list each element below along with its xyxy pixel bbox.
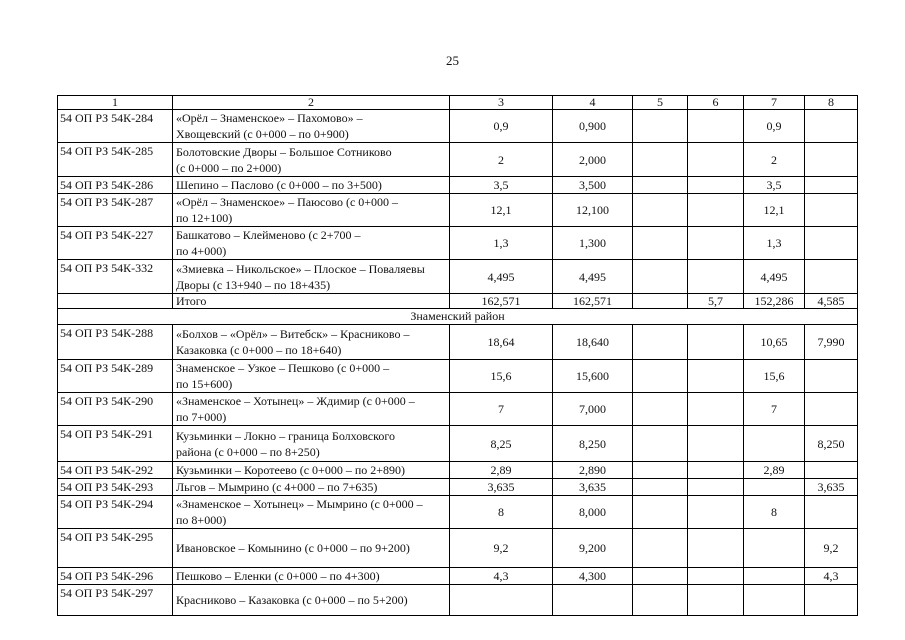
road-name-line: «Знаменское – Хотынец» – Мымрино (с 0+000 – bbox=[176, 497, 423, 511]
road-name-line: «Змиевка – Никольское» – Плоское – Поваляевы bbox=[176, 261, 425, 276]
value-cell bbox=[688, 426, 744, 462]
value-cell bbox=[744, 568, 805, 585]
value-cell bbox=[805, 585, 858, 616]
value-cell bbox=[688, 496, 744, 529]
table-row bbox=[58, 177, 858, 194]
value-cell bbox=[805, 227, 858, 260]
road-name-line: Знаменское – Узкое – Пешково (с 0+000 – bbox=[176, 361, 390, 375]
total-value bbox=[633, 294, 688, 309]
total-label: Итого bbox=[173, 294, 450, 309]
value-cell: 4,300 bbox=[553, 568, 633, 585]
column-number: 1 bbox=[58, 96, 173, 110]
value-cell: 3,635 bbox=[805, 479, 858, 496]
total-value: 162,571 bbox=[553, 294, 633, 309]
road-name bbox=[173, 360, 450, 393]
value-cell bbox=[805, 177, 858, 194]
value-cell: 8 bbox=[450, 496, 553, 529]
table-row bbox=[58, 260, 858, 294]
value-cell bbox=[744, 529, 805, 568]
road-name bbox=[173, 194, 450, 227]
value-cell bbox=[633, 260, 688, 294]
value-cell bbox=[688, 462, 744, 479]
value-cell bbox=[688, 568, 744, 585]
road-code: 54 ОП РЗ 54К-295 bbox=[58, 529, 173, 568]
value-cell: 7,000 bbox=[553, 393, 633, 426]
value-cell bbox=[805, 462, 858, 479]
road-name-line: по 4+000) bbox=[176, 244, 227, 258]
road-name-line: Болотовские Дворы – Большое Сотниково bbox=[176, 144, 392, 159]
total-code bbox=[58, 294, 173, 309]
value-cell: 2,890 bbox=[553, 462, 633, 479]
value-cell bbox=[805, 194, 858, 227]
road-name-line: района (с 0+000 – по 8+250) bbox=[176, 444, 320, 459]
road-code: 54 ОП РЗ 54К-291 bbox=[58, 426, 173, 462]
value-cell bbox=[805, 360, 858, 393]
road-name-line: по 7+000) bbox=[176, 410, 227, 424]
value-cell bbox=[688, 227, 744, 260]
value-cell bbox=[688, 529, 744, 568]
value-cell: 2 bbox=[450, 143, 553, 177]
road-name-line: Шепино – Паслово (с 0+000 – по 3+500) bbox=[176, 178, 382, 192]
value-cell: 4,495 bbox=[744, 260, 805, 294]
value-cell bbox=[633, 194, 688, 227]
road-code: 54 ОП РЗ 54К-288 bbox=[58, 325, 173, 360]
value-cell bbox=[633, 496, 688, 529]
table-row bbox=[58, 143, 858, 177]
road-name-line: «Орёл – Знаменское» – Паюсово (с 0+000 – bbox=[176, 195, 399, 209]
value-cell: 1,300 bbox=[553, 227, 633, 260]
value-cell bbox=[633, 462, 688, 479]
road-code: 54 ОП РЗ 54К-284 bbox=[58, 110, 173, 143]
column-number: 2 bbox=[173, 96, 450, 110]
value-cell: 9,200 bbox=[553, 529, 633, 568]
road-name-line: Хвощевский (с 0+000 – по 0+900) bbox=[176, 127, 349, 141]
value-cell bbox=[633, 479, 688, 496]
value-cell: 3,500 bbox=[553, 177, 633, 194]
value-cell: 7 bbox=[744, 393, 805, 426]
value-cell: 15,6 bbox=[744, 360, 805, 393]
value-cell: 9,2 bbox=[805, 529, 858, 568]
section-title: Знаменский район bbox=[58, 309, 858, 325]
value-cell: 2,89 bbox=[744, 462, 805, 479]
total-value: 4,585 bbox=[805, 294, 858, 309]
road-name bbox=[173, 585, 450, 616]
value-cell bbox=[744, 585, 805, 616]
road-name bbox=[173, 393, 450, 426]
value-cell: 15,6 bbox=[450, 360, 553, 393]
road-name bbox=[173, 426, 450, 462]
column-number: 4 bbox=[553, 96, 633, 110]
road-name bbox=[173, 496, 450, 529]
road-code: 54 ОП РЗ 54К-290 bbox=[58, 393, 173, 426]
value-cell bbox=[805, 110, 858, 143]
value-cell bbox=[633, 227, 688, 260]
road-name bbox=[173, 110, 450, 143]
value-cell bbox=[688, 260, 744, 294]
table-row bbox=[58, 462, 858, 479]
value-cell bbox=[805, 260, 858, 294]
value-cell: 8 bbox=[744, 496, 805, 529]
value-cell: 8,25 bbox=[450, 426, 553, 462]
value-cell: 4,495 bbox=[553, 260, 633, 294]
road-name-line: «Болхов – «Орёл» – Витебск» – Красниково – bbox=[176, 327, 410, 341]
road-code: 54 ОП РЗ 54К-296 bbox=[58, 568, 173, 585]
column-number: 8 bbox=[805, 96, 858, 110]
value-cell: 12,1 bbox=[744, 194, 805, 227]
value-cell: 3,5 bbox=[744, 177, 805, 194]
value-cell bbox=[805, 496, 858, 529]
table-row bbox=[58, 568, 858, 585]
value-cell bbox=[688, 325, 744, 360]
value-cell bbox=[633, 110, 688, 143]
value-cell bbox=[688, 360, 744, 393]
table-row bbox=[58, 585, 858, 616]
table-row bbox=[58, 194, 858, 227]
column-number-row bbox=[58, 96, 858, 110]
value-cell bbox=[633, 529, 688, 568]
table-row bbox=[58, 529, 858, 568]
road-name-line: по 8+000) bbox=[176, 513, 227, 527]
value-cell: 15,600 bbox=[553, 360, 633, 393]
value-cell: 18,64 bbox=[450, 325, 553, 360]
total-value: 162,571 bbox=[450, 294, 553, 309]
column-number: 3 bbox=[450, 96, 553, 110]
road-code: 54 ОП РЗ 54К-286 bbox=[58, 177, 173, 194]
value-cell bbox=[688, 110, 744, 143]
value-cell: 9,2 bbox=[450, 529, 553, 568]
road-code: 54 ОП РЗ 54К-285 bbox=[58, 143, 173, 177]
value-cell bbox=[688, 177, 744, 194]
road-name-line: Кузьминки – Локно – граница Болховского bbox=[176, 428, 395, 443]
value-cell: 4,3 bbox=[805, 568, 858, 585]
value-cell: 10,65 bbox=[744, 325, 805, 360]
value-cell bbox=[688, 143, 744, 177]
total-value: 5,7 bbox=[688, 294, 744, 309]
road-name-line: «Знаменское – Хотынец» – Ждимир (с 0+000 – bbox=[176, 394, 415, 408]
value-cell: 3,635 bbox=[450, 479, 553, 496]
value-cell bbox=[633, 585, 688, 616]
column-number: 7 bbox=[744, 96, 805, 110]
road-name-line: Ивановское – Комынино (с 0+000 – по 9+200) bbox=[176, 541, 410, 555]
section-header-row bbox=[58, 309, 858, 325]
road-name-line: Красниково – Казаковка (с 0+000 – по 5+200) bbox=[176, 593, 408, 607]
road-code: 54 ОП РЗ 54К-293 bbox=[58, 479, 173, 496]
value-cell: 4,3 bbox=[450, 568, 553, 585]
value-cell: 4,495 bbox=[450, 260, 553, 294]
value-cell bbox=[805, 393, 858, 426]
road-name-line: Казаковка (с 0+000 – по 18+640) bbox=[176, 343, 342, 357]
table-row bbox=[58, 426, 858, 462]
value-cell bbox=[633, 568, 688, 585]
value-cell bbox=[688, 393, 744, 426]
value-cell: 8,250 bbox=[805, 426, 858, 462]
value-cell: 0,900 bbox=[553, 110, 633, 143]
road-name-line: Дворы (с 13+940 – по 18+435) bbox=[176, 277, 331, 292]
value-cell bbox=[688, 479, 744, 496]
page-number: 25 bbox=[446, 53, 459, 68]
table-row bbox=[58, 479, 858, 496]
road-name bbox=[173, 462, 450, 479]
road-name bbox=[173, 143, 450, 177]
road-name-line: по 15+600) bbox=[176, 377, 233, 391]
value-cell: 8,000 bbox=[553, 496, 633, 529]
value-cell bbox=[688, 194, 744, 227]
value-cell bbox=[553, 585, 633, 616]
road-code: 54 ОП РЗ 54К-289 bbox=[58, 360, 173, 393]
value-cell: 18,640 bbox=[553, 325, 633, 360]
table-row bbox=[58, 393, 858, 426]
value-cell: 12,1 bbox=[450, 194, 553, 227]
value-cell: 1,3 bbox=[744, 227, 805, 260]
value-cell: 1,3 bbox=[450, 227, 553, 260]
value-cell: 0,9 bbox=[450, 110, 553, 143]
value-cell: 2,89 bbox=[450, 462, 553, 479]
road-name bbox=[173, 325, 450, 360]
road-name bbox=[173, 568, 450, 585]
road-name-line: Кузьминки – Коротеево (с 0+000 – по 2+890) bbox=[176, 463, 406, 477]
road-code: 54 ОП РЗ 54К-332 bbox=[58, 260, 173, 294]
road-code: 54 ОП РЗ 54К-294 bbox=[58, 496, 173, 529]
value-cell bbox=[744, 479, 805, 496]
value-cell bbox=[633, 143, 688, 177]
value-cell bbox=[805, 143, 858, 177]
total-value: 152,286 bbox=[744, 294, 805, 309]
value-cell: 0,9 bbox=[744, 110, 805, 143]
table-row bbox=[58, 110, 858, 143]
value-cell: 2,000 bbox=[553, 143, 633, 177]
value-cell bbox=[633, 426, 688, 462]
road-name-line: «Орёл – Знаменское» – Пахомово» – bbox=[176, 111, 363, 125]
road-name-line: (с 0+000 – по 2+000) bbox=[176, 160, 282, 175]
road-name bbox=[173, 227, 450, 260]
value-cell: 12,100 bbox=[553, 194, 633, 227]
road-name bbox=[173, 260, 450, 294]
total-row bbox=[58, 294, 858, 309]
value-cell bbox=[633, 325, 688, 360]
road-code: 54 ОП РЗ 54К-287 bbox=[58, 194, 173, 227]
table-row bbox=[58, 325, 858, 360]
value-cell: 7,990 bbox=[805, 325, 858, 360]
road-code: 54 ОП РЗ 54К-227 bbox=[58, 227, 173, 260]
value-cell bbox=[633, 177, 688, 194]
road-name bbox=[173, 529, 450, 568]
road-name-line: Льгов – Мымрино (с 4+000 – по 7+635) bbox=[176, 480, 378, 494]
value-cell: 8,250 bbox=[553, 426, 633, 462]
road-name bbox=[173, 177, 450, 194]
road-name-line: Башкатово – Клейменово (с 2+700 – bbox=[176, 228, 361, 242]
table-row bbox=[58, 496, 858, 529]
column-number: 6 bbox=[688, 96, 744, 110]
value-cell bbox=[633, 360, 688, 393]
table-body bbox=[58, 96, 858, 616]
roads-table bbox=[57, 95, 858, 616]
value-cell bbox=[688, 585, 744, 616]
road-name bbox=[173, 479, 450, 496]
road-name-line: по 12+100) bbox=[176, 211, 233, 225]
value-cell bbox=[450, 585, 553, 616]
road-code: 54 ОП РЗ 54К-292 bbox=[58, 462, 173, 479]
road-name-line: Пешково – Еленки (с 0+000 – по 4+300) bbox=[176, 569, 380, 583]
value-cell: 3,635 bbox=[553, 479, 633, 496]
road-code: 54 ОП РЗ 54К-297 bbox=[58, 585, 173, 616]
value-cell: 3,5 bbox=[450, 177, 553, 194]
value-cell: 7 bbox=[450, 393, 553, 426]
value-cell: 2 bbox=[744, 143, 805, 177]
column-number: 5 bbox=[633, 96, 688, 110]
table-row bbox=[58, 227, 858, 260]
table-row bbox=[58, 360, 858, 393]
value-cell bbox=[744, 426, 805, 462]
value-cell bbox=[633, 393, 688, 426]
